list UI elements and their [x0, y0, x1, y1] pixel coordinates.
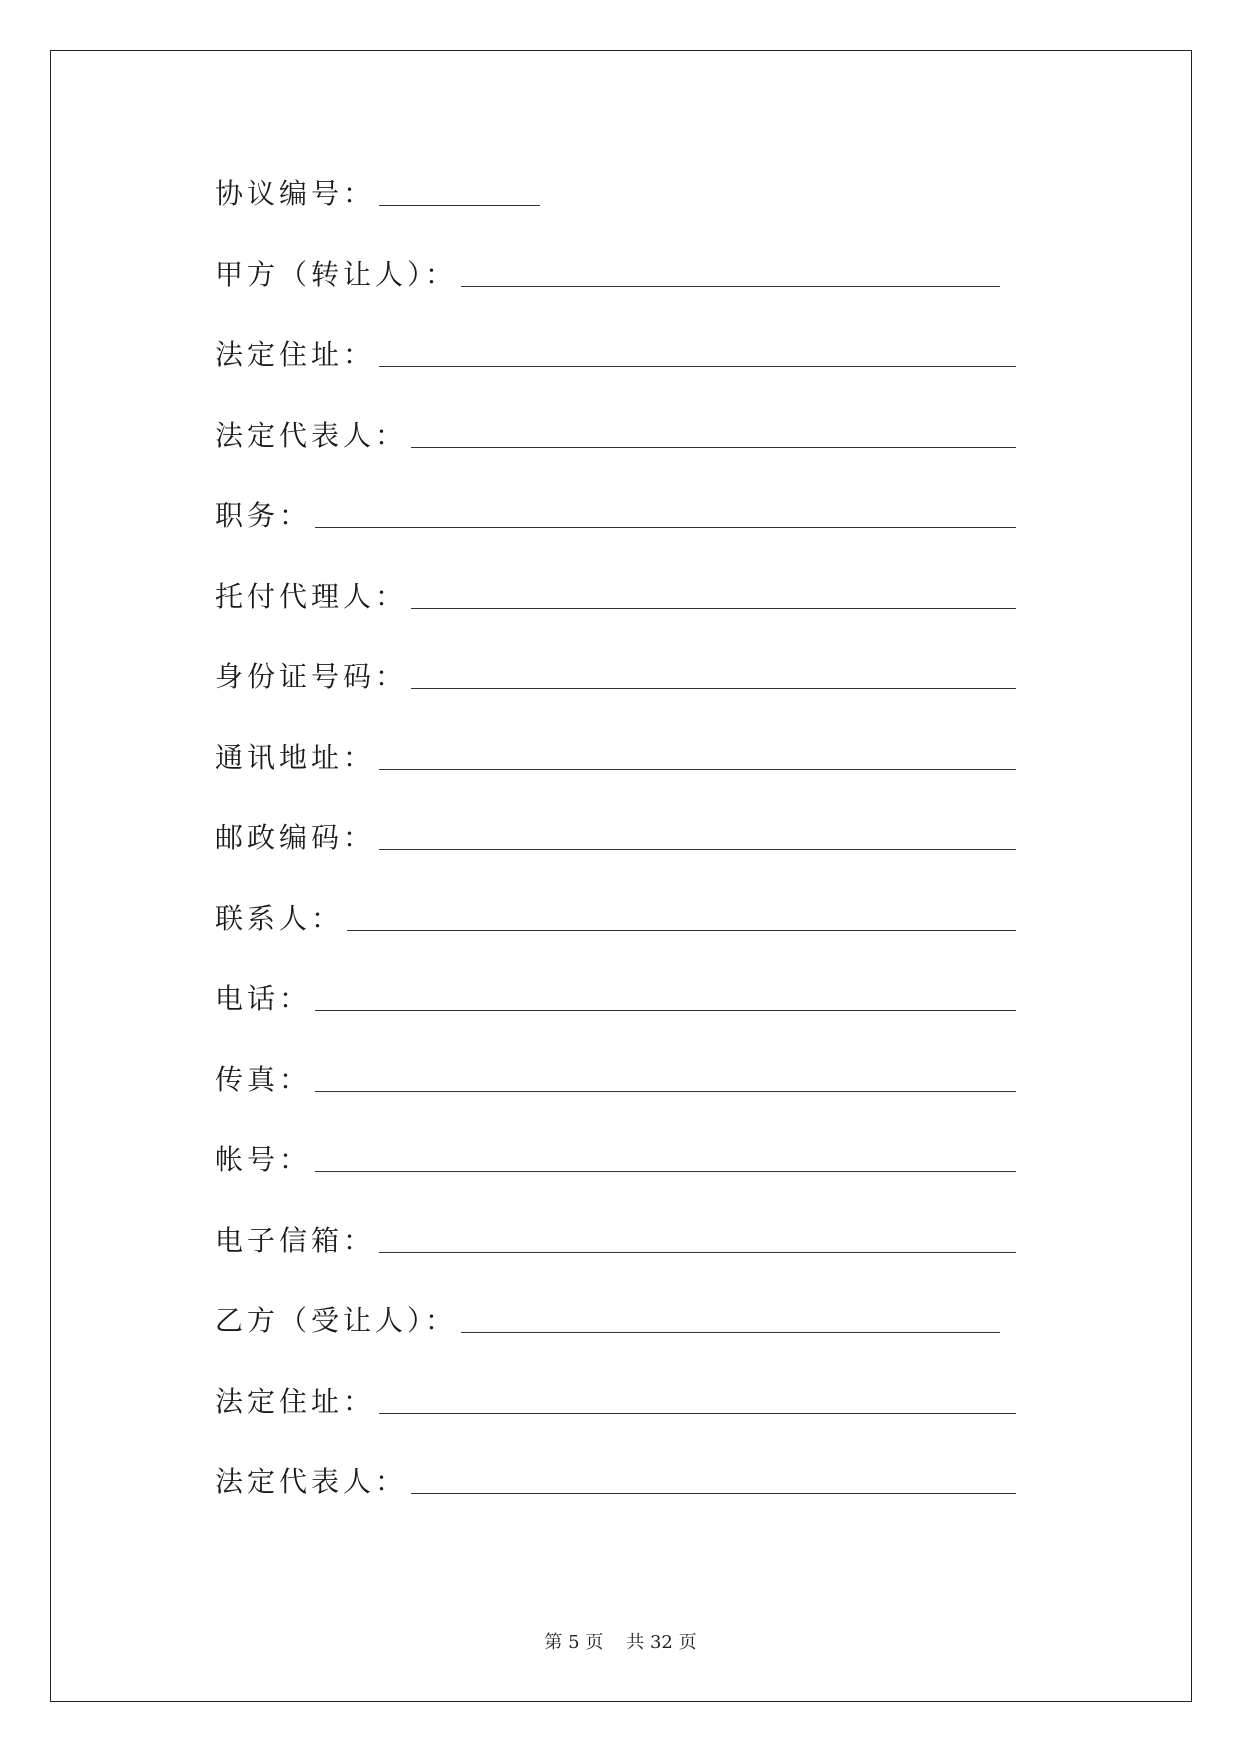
field-label: 通讯地址：: [215, 740, 376, 774]
field-id-number: [215, 655, 1016, 695]
field-label: 法定住址：: [215, 338, 376, 371]
blank-line[interactable]: [411, 446, 1016, 448]
field-label: 乙方（受让人）：: [215, 1304, 458, 1337]
blank-line[interactable]: [379, 365, 1016, 367]
field-label: 甲方（转让人）：: [215, 257, 458, 291]
field-position: [215, 494, 1016, 534]
page-number: 第 5 页: [544, 1632, 604, 1653]
blank-line[interactable]: [411, 1492, 1016, 1494]
blank-line[interactable]: [347, 929, 1016, 931]
field-label: 传真：: [215, 1062, 312, 1096]
page-border: [50, 50, 1192, 1702]
field-postal-code: [215, 816, 1016, 856]
field-label: 电话：: [215, 982, 312, 1015]
field-label: 联系人：: [215, 901, 344, 935]
blank-line[interactable]: [461, 1331, 1000, 1333]
blank-line[interactable]: [379, 204, 540, 206]
field-label: 身份证号码：: [215, 660, 408, 693]
field-label: 邮政编码：: [215, 821, 376, 854]
field-label: 法定住址：: [215, 1384, 376, 1418]
blank-line[interactable]: [315, 1170, 1016, 1172]
field-account: [215, 1138, 1016, 1178]
blank-line[interactable]: [379, 1412, 1016, 1414]
blank-line[interactable]: [411, 607, 1016, 609]
field-label: 帐号：: [215, 1143, 312, 1176]
field-label: 法定代表人：: [215, 1465, 408, 1498]
blank-line[interactable]: [315, 1090, 1016, 1092]
total-pages: 共 32 页: [626, 1632, 697, 1653]
blank-line[interactable]: [411, 687, 1016, 689]
page-footer: [0, 1628, 1241, 1654]
field-label: 电子信箱：: [215, 1223, 376, 1257]
blank-line[interactable]: [315, 1009, 1016, 1011]
field-contact-person: [215, 897, 1016, 937]
field-phone: [215, 977, 1016, 1017]
field-mailing-address: [215, 736, 1016, 776]
field-legal-representative-b: [215, 1460, 1016, 1500]
field-authorized-agent: [215, 575, 1016, 615]
blank-line[interactable]: [461, 285, 1000, 287]
blank-line[interactable]: [379, 1251, 1016, 1253]
field-label: 职务：: [215, 499, 312, 532]
field-label: 托付代理人：: [215, 579, 408, 613]
field-fax: [215, 1058, 1016, 1098]
field-agreement-number: [215, 172, 540, 212]
blank-line[interactable]: [379, 768, 1016, 770]
field-label: 协议编号：: [215, 177, 376, 210]
field-legal-representative-a: [215, 414, 1016, 454]
field-legal-address-b: [215, 1380, 1016, 1420]
field-party-a: [215, 253, 1000, 293]
blank-line[interactable]: [379, 848, 1016, 850]
field-legal-address-a: [215, 333, 1016, 373]
field-email: [215, 1219, 1016, 1259]
blank-line[interactable]: [315, 526, 1016, 528]
field-label: 法定代表人：: [215, 418, 408, 452]
field-party-b: [215, 1299, 1000, 1339]
